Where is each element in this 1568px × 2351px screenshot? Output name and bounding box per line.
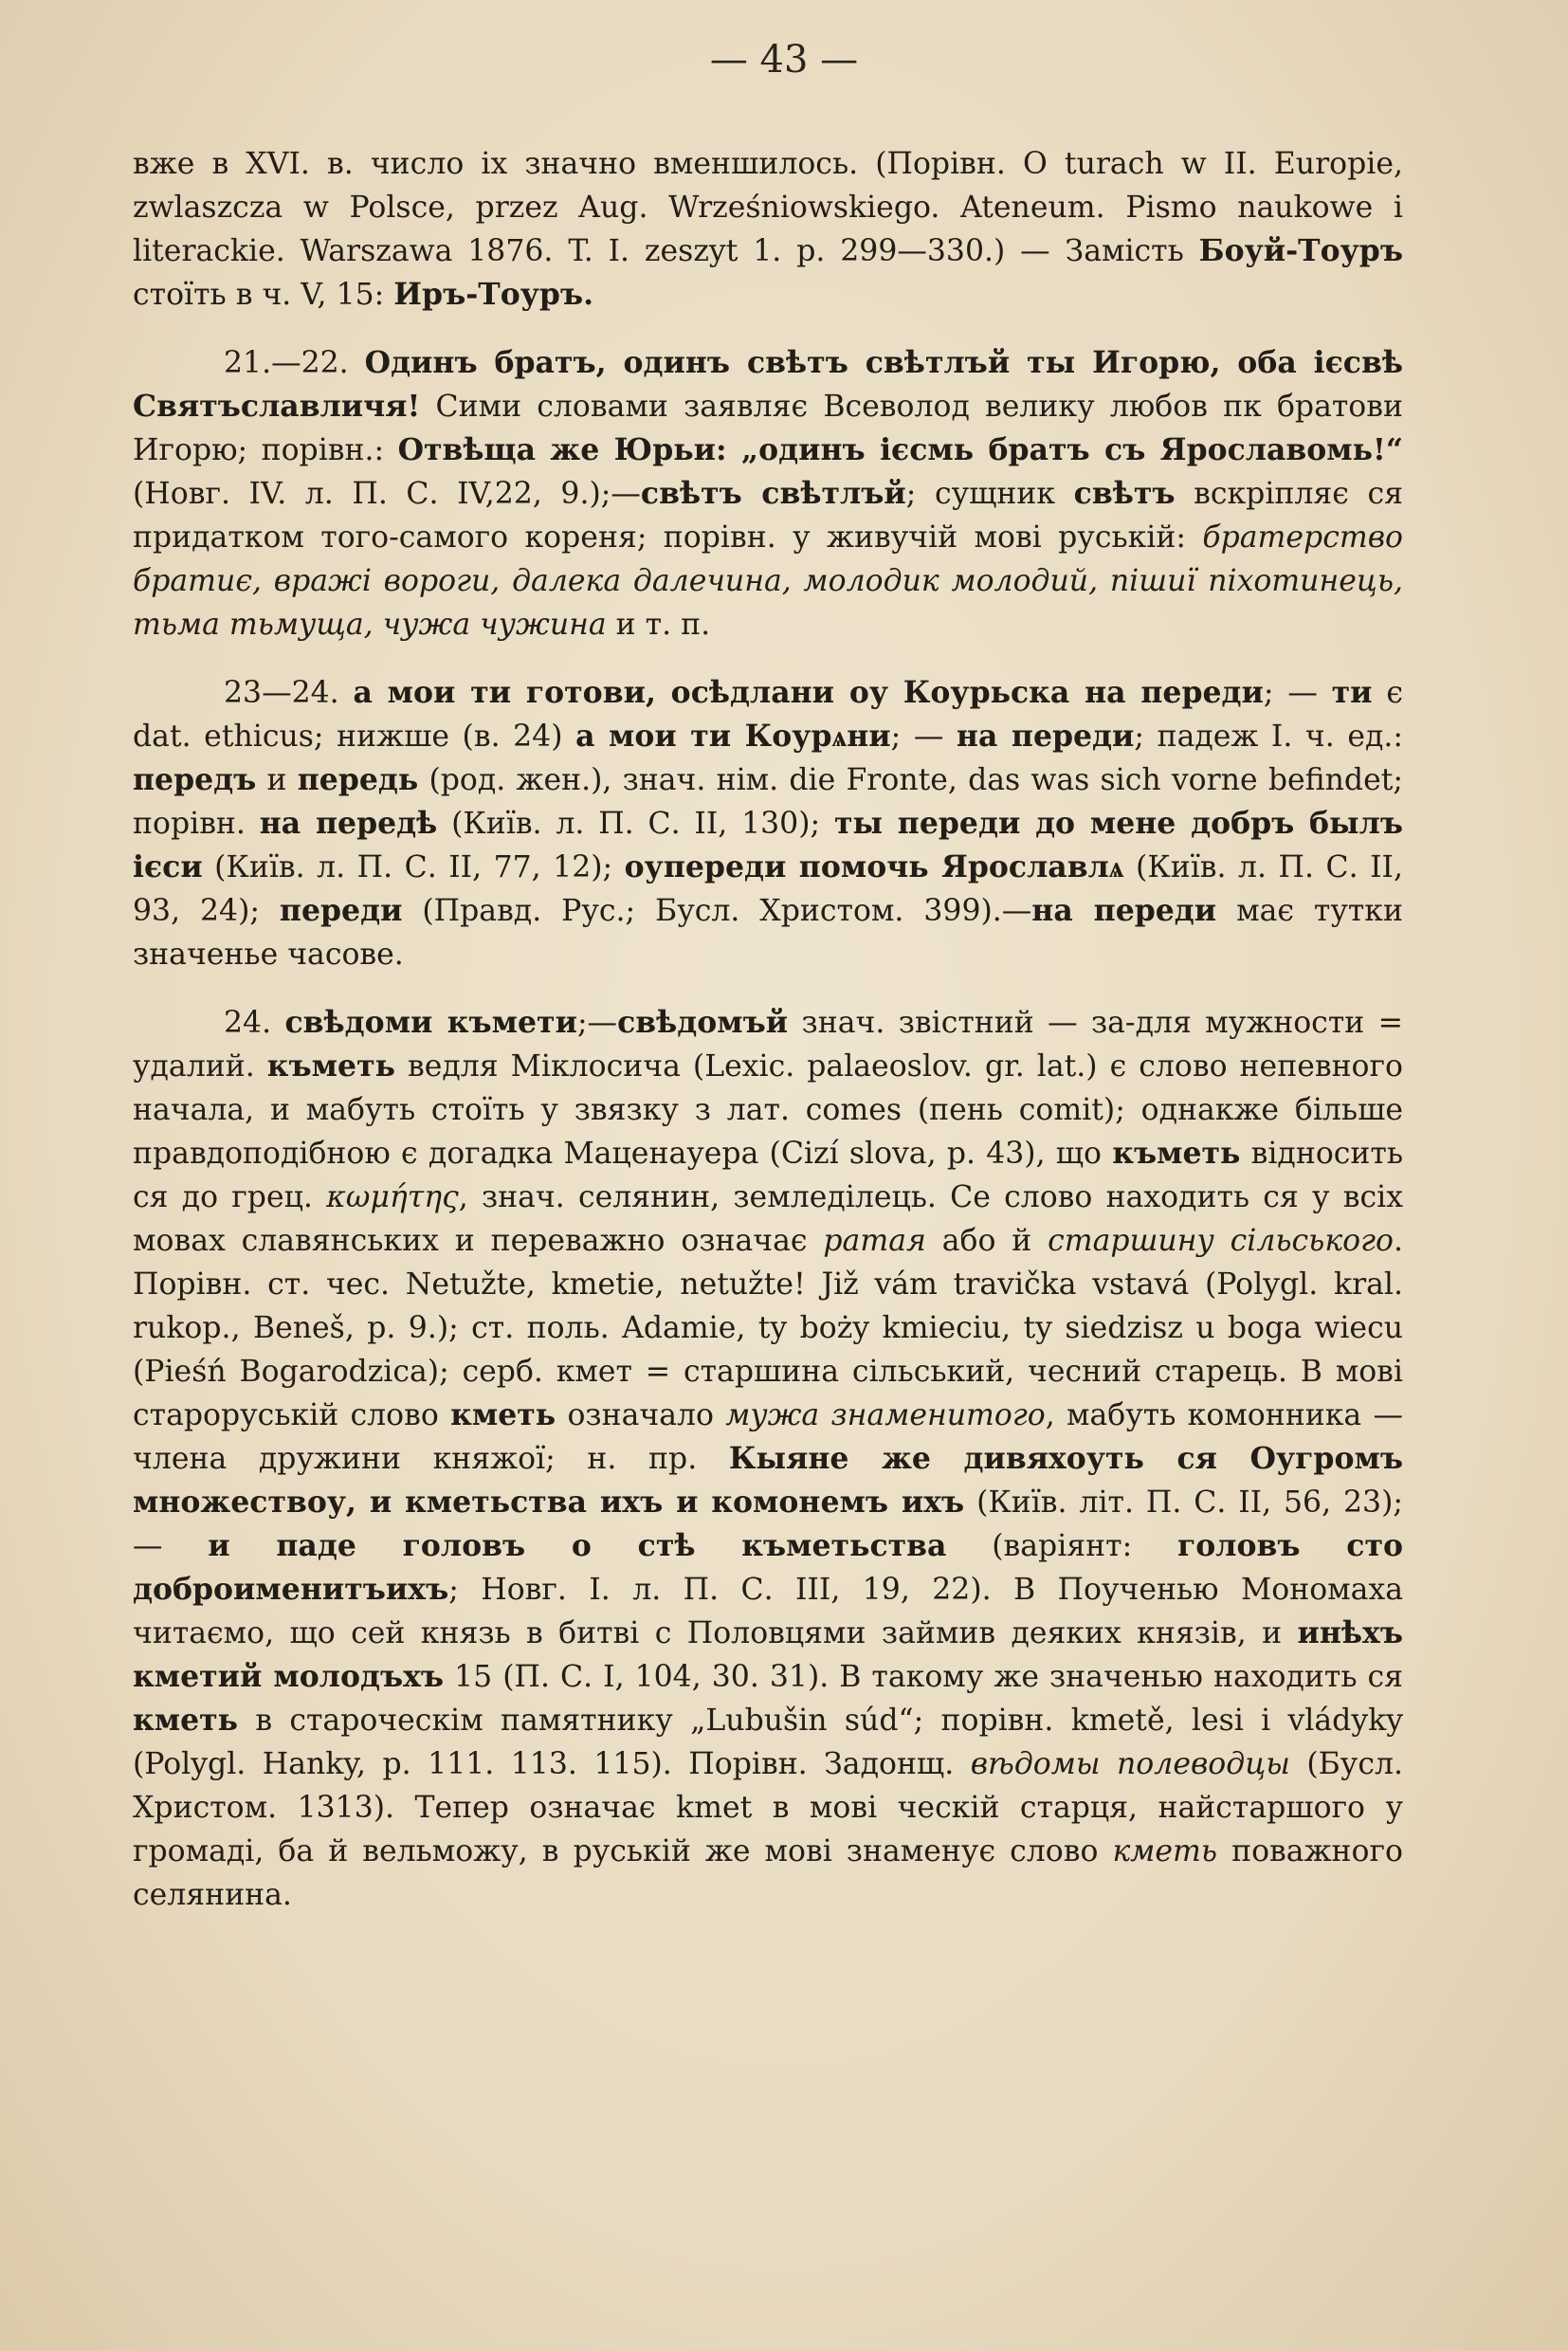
text-run: ; сущник [905,477,1074,511]
text-run: 15 (П. С. I, 104, 30. 31). В такому же значенью находить ся [444,1660,1403,1694]
text-run: кметь [133,1703,239,1738]
text-run: свѣтъ [1073,476,1176,511]
text-run: (варіянт: [946,1529,1177,1563]
text-run: мужа знаменитого [725,1398,1046,1432]
page-number: — 43 — [709,38,859,82]
text-run: стоїть в ч. V, 15: [133,278,394,312]
text-run: оупереди помочь Ярославлѧ [624,849,1124,884]
text-run: Одинъ братъ, одинъ свѣтъ свѣтлъй ты Игорю, оба ієсвѣ Святъславличя! [133,345,1403,424]
text-run: а мои ти Коурѧни [575,719,891,754]
text-run: Кыяне же дивяхоуть ся Оугромъ множествоу, и кметьства ихъ и комонемъ ихъ [133,1441,1403,1520]
text-run: ;— [576,1006,618,1040]
text-run: къметь [266,1048,395,1084]
text-run: ; — [890,720,957,754]
text-run: свѣтъ свѣтлъй [640,476,906,511]
text-run: , знач. селянин, земледілець. Се слово находить ся у всіх мовах славянських и переважно означає [133,1180,1403,1258]
text-run: и [256,763,298,797]
text-run: головъ сто доброименитъихъ [133,1528,1403,1607]
text-run: 23—24. [224,676,354,710]
text-run: 21.—22. [224,346,365,380]
text-run: Боуй-Тоуръ [1198,233,1403,268]
text-run: ; падеж I. ч. ед.: [1134,720,1403,754]
text-run: кметь [450,1397,556,1432]
text-run: свѣдомъй [617,1005,789,1040]
text-run: , мабуть комонника — члена дружини княжої; н. пр. [133,1398,1403,1476]
text-run: (Київ. л. П. С. II, 130); [437,807,834,841]
text-run: вѣдомы полеводцы [970,1747,1290,1781]
text-run: в староческім памятнику „Lubušin súd“; порівн. kmetě, lesi i vládyky (Polygl. Hanky, p. 111. 113. 115). Порівн. Задонщ. [133,1704,1403,1781]
paragraph-1 [133,142,1403,317]
text-run: означало [556,1398,726,1432]
text-run: 24. [224,1006,285,1040]
text-run: поважного селянина. [133,1834,1403,1912]
text-run: Отвѣща же Юрьи: „одинъ ієсмь братъ съ Ярославомь!“ [397,432,1403,467]
text-run: ратая [823,1224,926,1258]
text-run: . Порівн. ст. чес. Netužte, kmetie, netužte! Již vám travička vstavá (Polygl. kral. rukop., Beneš, p. 9.); ст. поль. Adamie, ty boży kmieciu, ty siedzisz u boga wiecu (Pieśń Bogarodzica); серб. кмет = старшина сільський, чесний старець. В мові староруській слово [133,1224,1403,1432]
text-run: (Київ. літ. П. С. II, 56, 23); — [133,1485,1403,1563]
text-run: на переди [956,719,1135,754]
text-run: (Правд. Рус.; Бусл. Христом. 399).— [402,894,1032,928]
text-run: передъ [133,762,257,797]
text-run: або й [925,1224,1048,1258]
text-run: къметь [1112,1136,1241,1171]
paragraph-4 [133,1001,1403,1917]
text-run: κωμήτης [326,1180,459,1214]
text-run: переди [279,893,403,928]
text-run: старшину сільського [1048,1224,1394,1258]
paragraph-2 [133,341,1403,647]
text-run: и паде головъ о стѣ къметьства [208,1528,947,1563]
text-run: Сими словами заявляє Всеволод велику любов пк братови Игорю; порівн.: [133,390,1403,467]
text-run: має тутки значенье часове. [133,894,1403,972]
text-run: на переди [1031,893,1217,928]
text-run: (Бусл. Христом. 1313). Тепер означає kmet в мові ческій старця, найстаршого у громаді, ба й вельможу, в руській же мові знаменує слово [133,1747,1403,1868]
text-run: передь [297,762,419,797]
text-run: инѣхъ кметий молодъхъ [133,1615,1403,1694]
text-run: вскріпляє ся придатком того-самого кореня; порівн. у живучій мові руській: [133,477,1404,555]
text-run: (Київ. л. П. С. II, 93, 24); [133,850,1403,928]
text-run: ; Новг. I. л. П. С. III, 19, 22). В Поученью Мономаха читаємо, що сей князь в битві с Половцями займив деяких князів, и [133,1573,1403,1650]
text-run: на передѣ [259,806,438,841]
text-run: відносить ся до грец. [133,1137,1404,1214]
text-run: вже в XVI. в. число іх значно вменшилось. (Порівн. O turach w II. Europie, zwlaszcza w Polsce, przez Aug. Wrześniowskiego. Ateneum. Pismo naukowe i literackie. Warszawa 1876. T. I. zeszyt 1. p. 299—330.) — Замість [133,147,1403,268]
body-text [133,142,1403,1917]
text-run: а мои ти готови, осѣдлани оу Коурьска на переди [353,675,1264,710]
text-run: кметь [1112,1834,1218,1868]
text-run: (Київ. л. П. С. II, 77, 12); [202,850,625,884]
text-run: ты переди до мене добръ былъ ієси [133,806,1404,884]
text-run: братерство братиє, вражі вороги, далека далечина, молодик молодий, пішиї піхотинець, тьма тьмуща, чужа чужина [133,520,1403,642]
text-run: є dat. ethicus; нижше (в. 24) [133,676,1404,754]
paragraph-3 [133,671,1403,976]
text-run: (Новг. IV. л. П. С. IV,22, 9.);— [133,477,641,511]
text-run: знач. звістний — за-для мужности = удалий. [133,1006,1403,1084]
text-run: ; — [1263,676,1332,710]
text-run: Иръ-Тоуръ. [393,277,594,312]
text-run: (род. жен.), знач. нім. die Fronte, das was sich vorne befindet; порівн. [133,763,1403,841]
text-run: ведля Міклосича (Lexic. palaeoslov. gr. lat.) є слово непевного начала, и мабуть стоїть у звязку з лат. comes (пень comit); однакже більше правдоподібною є догадка Маценауера (Cizí slova, p. 43), що [133,1049,1403,1171]
text-run: и т. п. [606,608,711,642]
text-run: свѣдоми къмети [284,1005,577,1040]
text-run: ти [1331,675,1373,710]
